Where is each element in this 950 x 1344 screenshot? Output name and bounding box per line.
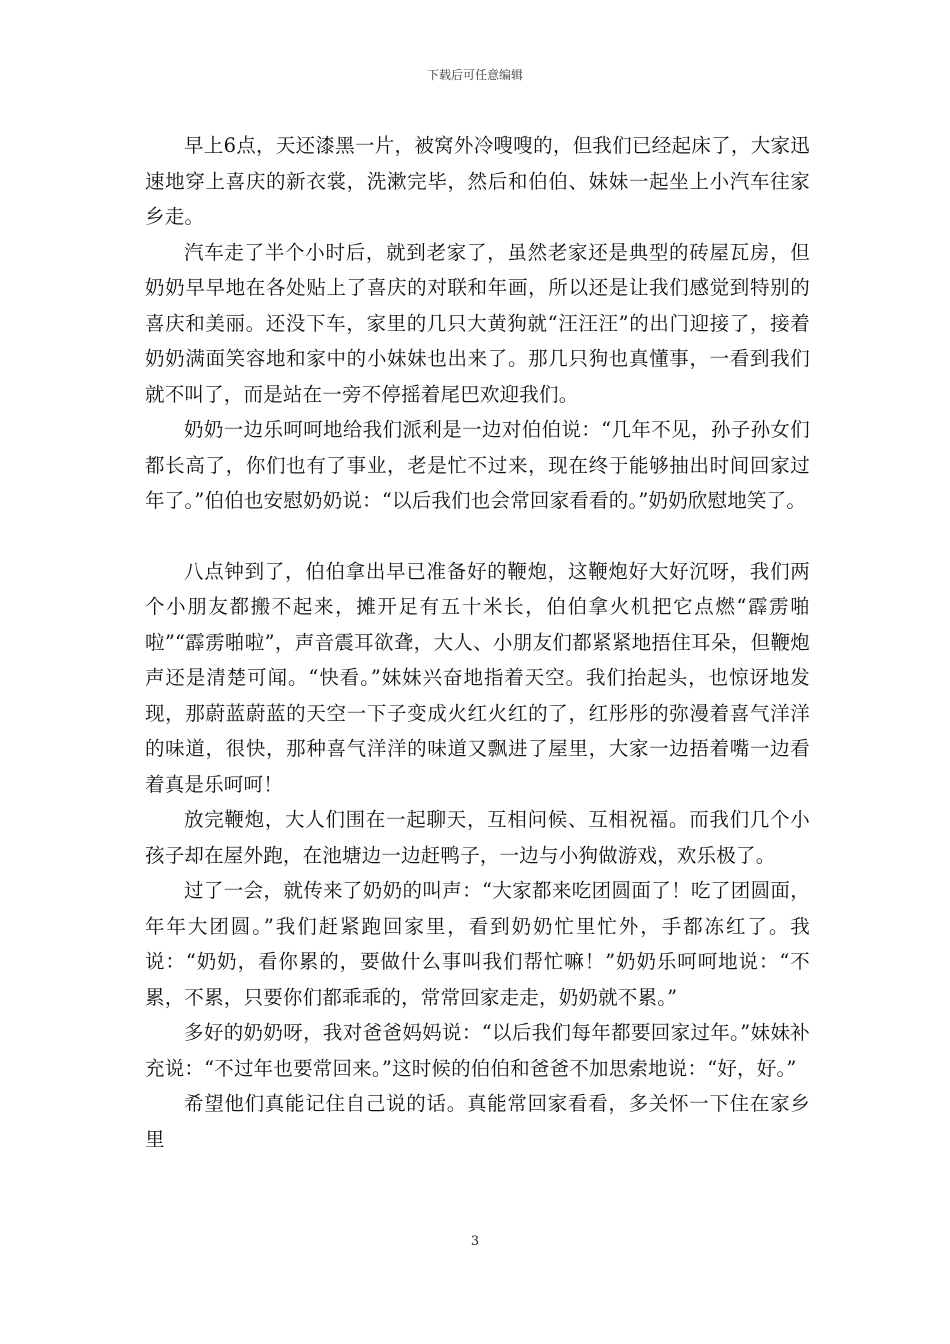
paragraph: 多好的奶奶呀，我对爸爸妈妈说：“以后我们每年都要回家过年。”妹妹补充说：“不过年也要常回来。”这时候的伯伯和爸爸不加思索地说：“好，好。” <box>145 1021 810 1080</box>
paragraph: 汽车走了半个小时后，就到老家了，虽然老家还是典型的砖屋瓦房，但奶奶早早地在各处贴上了喜庆的对联和年画，所以还是让我们感觉到特别的喜庆和美丽。还没下车，家里的几只大黄狗就“汪汪汪”的出门迎接了，接着奶奶满面笑容地和家中的小妹妹也出来了。那几只狗也真懂事，一看到我们就不叫了，而是站在一旁不停摇着尾巴欢迎我们。 <box>145 240 810 406</box>
paragraph: 八点钟到了，伯伯拿出早已准备好的鞭炮，这鞭炮好大好沉呀，我们两个小朋友都搬不起来，摊开足有五十米长，伯伯拿火机把它点燃“霹雳啪啦”“霹雳啪啦”，声音震耳欲聋，大人、小朋友们都紧紧地捂住耳朵，但鞭炮声还是清楚可闻。“快看。”妹妹兴奋地指着天空。我们抬起头，也惊讶地发现，那蔚蓝蔚蓝的天空一下子变成火红火红的了，红彤彤的弥漫着喜气洋洋的味道，很快，那种喜气洋洋的味道又飘进了屋里，大家一边捂着嘴一边看着真是乐呵呵！ <box>145 559 810 796</box>
paragraph: 奶奶一边乐呵呵地给我们派利是一边对伯伯说：“几年不见，孙子孙女们都长高了，你们也有了事业，老是忙不过来，现在终于能够抽出时间回家过年了。”伯伯也安慰奶奶说：“以后我们也会常回家看看的。”奶奶欣慰地笑了。 <box>145 418 810 512</box>
paragraph: 放完鞭炮，大人们围在一起聊天，互相问候、互相祝福。而我们几个小孩子却在屋外跑，在池塘边一边赶鸭子，一边与小狗做游戏，欢乐极了。 <box>145 808 810 867</box>
paragraph: 早上6点，天还漆黑一片，被窝外冷嗖嗖的，但我们已经起床了，大家迅速地穿上喜庆的新衣裳，洗漱完毕，然后和伯伯、妹妹一起坐上小汽车往家乡走。 <box>145 134 810 228</box>
paragraph: 过了一会，就传来了奶奶的叫声：“大家都来吃团圆面了！吃了团圆面，年年大团圆。”我们赶紧跑回家里，看到奶奶忙里忙外，手都冻红了。我说：“奶奶，看你累的，要做什么事叫我们帮忙嘛！”奶奶乐呵呵地说：“不累，不累，只要你们都乖乖的，常常回家走走，奶奶就不累。” <box>145 879 810 1009</box>
page-header: 下载后可任意编辑 <box>426 68 523 82</box>
paragraph: 希望他们真能记住自己说的话。真能常回家看看，多关怀一下住在家乡里 <box>145 1092 810 1151</box>
page-number: 3 <box>470 1234 480 1249</box>
document-body <box>145 128 810 1157</box>
